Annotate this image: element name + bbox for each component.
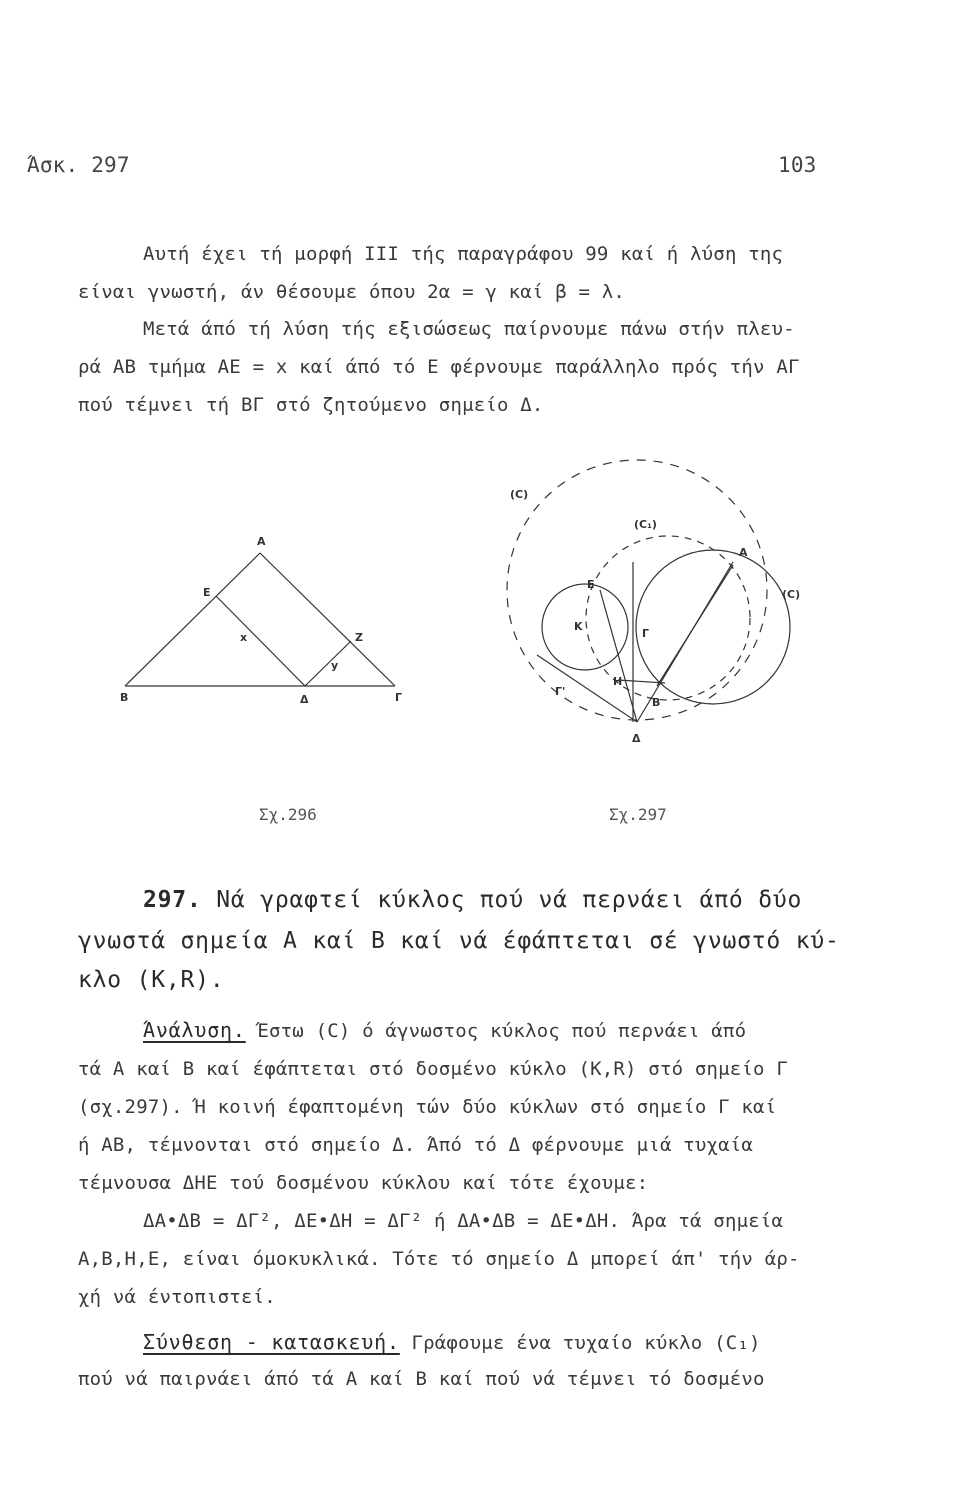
fig297-label-C-big: (C) [510, 488, 529, 501]
fig297-label-C-right: (C) [782, 588, 801, 601]
circle-C1-dashed [586, 536, 750, 700]
fig296-label-E: E [203, 586, 211, 599]
caption-fig297: Σχ.297 [609, 805, 667, 824]
problem-text-1: Νά γραφτεί κύκλος πού νά περνάει άπό δύο [216, 887, 803, 913]
fig296-label-x: x [240, 631, 248, 644]
analysis-line-1 [143, 1018, 746, 1042]
fig297-label-D: Δ [632, 732, 641, 745]
intro-line-1: Αυτή έχει τή μορφή III τής παραγράφου 99 καί ή λύση της [143, 243, 784, 265]
fig297-label-C1: (C₁) [634, 518, 657, 531]
fig296-label-G: Γ [395, 691, 403, 704]
analysis-line-3: (σχ.297). Ή κοινή έφαπτομένη τών δύο κύκλων στό σημείο Γ καί [78, 1096, 777, 1118]
fig297-label-G: Γ [642, 627, 650, 640]
fig296-label-D: Δ [300, 693, 309, 706]
intro-line-3: Μετά άπό τή λύση τής εξισώσεως παίρνουμε πάνω στήν πλευ- [143, 318, 795, 340]
section-label: Άσκ. 297 [27, 153, 130, 177]
fig297-label-B: B [652, 696, 661, 709]
analysis-line-5: τέμνουσα ΔΗΕ τού δοσμένου κύκλου καί τότε έχουμε: [78, 1172, 649, 1194]
synthesis-heading: Σύνθεση - κατασκευή. [143, 1330, 400, 1354]
fig297-label-Gp: Γ' [555, 685, 566, 698]
fig297-label-K: K [574, 620, 583, 633]
intro-line-2: είναι γνωστή, άν θέσουμε όπου 2α = γ καί β = λ. [78, 281, 626, 303]
circle-K [542, 584, 628, 670]
analysis-line-4: ή ΑΒ, τέμνονται στό σημείο Δ. Άπό τό Δ φέρνουμε μιά τυχαία [78, 1134, 754, 1156]
synthesis-line-1 [143, 1330, 761, 1354]
analysis-line-8: χή νά έντοπιστεί. [78, 1286, 276, 1308]
secant-DE [600, 590, 637, 722]
page-number: 103 [778, 153, 817, 177]
chord-AB [657, 565, 733, 686]
analysis-line-7: Α,Β,Η,Ε, είναι όμοκυκλικά. Τότε τό σημείο Δ μπορεί άπ' τήν άρ- [78, 1248, 800, 1270]
problem-line-2: γνωστά σημεία Α καί Β καί νά έφάπτεται σέ γνωστό κύ- [78, 928, 840, 954]
problem-line-3: κλο (K,R). [78, 967, 225, 993]
analysis-line-6: ΔΑ•ΔΒ = ΔΓ², ΔΕ•ΔΗ = ΔΓ² ή ΔΑ•ΔΒ = ΔΕ•ΔΗ. Άρα τά σημεία [143, 1210, 784, 1232]
fig296-label-y: y [331, 659, 339, 672]
fig296-label-Z: Z [355, 631, 363, 644]
fig297-label-E: E [587, 578, 595, 591]
fig297-label-H: H [613, 675, 623, 688]
synthesis-line-2: πού νά παιρνάει άπό τά Α καί Β καί πού νά τέμνει τό δοσμένο [78, 1368, 765, 1390]
analysis-line-2: τά Α καί Β καί έφάπτεται στό δοσμένο κύκλο (K,R) στό σημείο Γ [78, 1058, 788, 1080]
intro-line-4: ρά ΑΒ τμήμα ΑΕ = x καί άπό τό Ε φέρνουμε παράλληλο πρός τήν ΑΓ [78, 356, 800, 378]
intro-line-5: πού τέμνει τή ΒΓ στό ζητούμενο σημείο Δ. [78, 394, 544, 416]
synthesis-text-1: Γράφουμε ένα τυχαίο κύκλο (C₁) [411, 1332, 761, 1354]
circle-right [636, 550, 790, 704]
fig296-label-A: A [257, 535, 266, 548]
problem-number: 297. [143, 887, 202, 913]
analysis-text-1: Έστω (C) ό άγνωστος κύκλος πού περνάει άπό [257, 1020, 747, 1042]
analysis-heading: Άνάλυση. [143, 1018, 246, 1042]
problem-line-1 [143, 887, 802, 913]
fig296-label-B: B [120, 691, 129, 704]
caption-fig296: Σχ.296 [259, 805, 317, 824]
fig297-label-A: A [739, 546, 748, 559]
